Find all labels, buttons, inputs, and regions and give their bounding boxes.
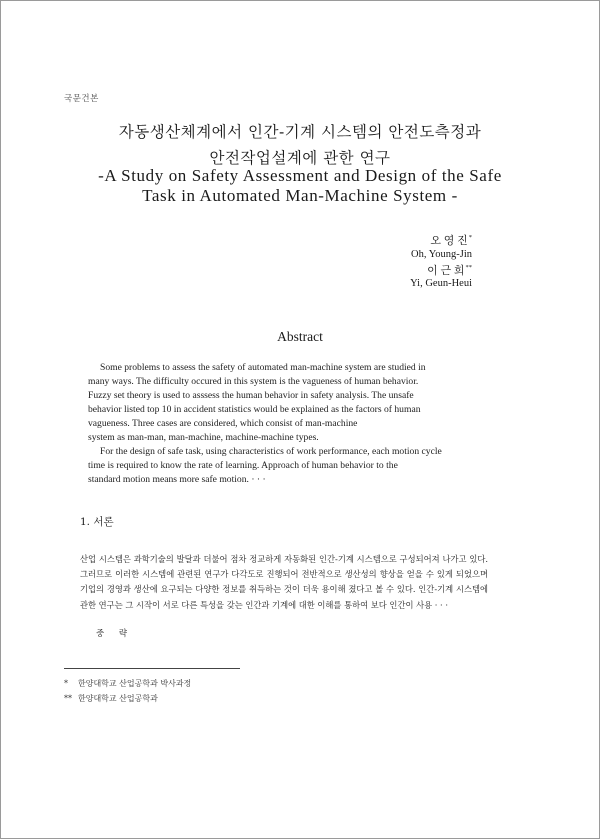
abstract-body (88, 361, 488, 487)
footnote-2-text: 한양대학교 산업공학과 (78, 694, 158, 703)
abstract-paragraph-2 (88, 445, 488, 487)
omission-marker: 중 략 (96, 629, 134, 639)
abstract-line: time is required to know the rate of learning. Approach of human behavior to the (88, 460, 398, 471)
section-1-heading: 1. 서론 (80, 516, 114, 528)
abstract-line: Some problems to assess the safety of automated man-machine system are studied in (100, 362, 426, 373)
footnote-1 (64, 678, 191, 689)
abstract-line: behavior listed top 10 in accident statistics would be explained as the factors of human (88, 404, 421, 415)
title-korean-line-1: 자동생산체계에서 인간-기계 시스템의 안전도측정과 (118, 123, 482, 141)
abstract-line: standard motion means more safe motion. · · · (88, 474, 266, 485)
author-2-korean: 이 근 희** (427, 264, 472, 277)
author-1-mark: * (468, 234, 472, 242)
author-1-korean: 오 영 진* (430, 234, 472, 247)
abstract-line: system as man-man, man-machine, machine-machine types. (88, 432, 319, 443)
footnote-2 (64, 693, 158, 704)
title-english-line-1: -A Study on Safety Assessment and Design of the Safe (98, 166, 502, 185)
title-english-line-2: Task in Automated Man-Machine System - (142, 186, 458, 205)
abstract-line: vagueness. Three cases are considered, which consist of man-machine (88, 418, 358, 429)
section-1-body: 산업 시스템은 과학기술의 발달과 더불어 점차 정교하게 자동화된 인간-기계 시스템으로 구성되어져 나가고 있다. 그러므로 이러한 시스템에 관련된 연구가 다각도로 진행되어 전반적으로 생산성의 향상을 얻을 수 있게 되었으며 기업의 경영과 생산에 요구되는 다양한 정보를 취득하는 것이 더욱 용이해 졌다고 볼 수 있다. 인간-기계 시스템에 관한 연구는 그 시작이 서로 다른 특성을 갖는 인간과 기계에 대한 이해를 통하여 보다 인간이 사용 · · · (80, 554, 488, 610)
footnote-divider (64, 668, 240, 669)
abstract-paragraph-1 (88, 361, 488, 445)
author-2-english: Yi, Geun-Heui (410, 278, 472, 289)
header-tag: 국문건본 (64, 94, 99, 104)
abstract-heading: Abstract (277, 329, 323, 344)
title-korean-line-2: 안전작업설계에 관한 연구 (209, 149, 391, 167)
author-2-mark: ** (465, 264, 472, 272)
footnote-1-text: 한양대학교 산업공학과 박사과정 (78, 679, 192, 688)
footnote-2-mark: ** (64, 694, 72, 703)
abstract-line: Fuzzy set theory is used to asssess the human behavior in safety analysis. The unsafe (88, 390, 414, 401)
author-1-english: Oh, Young-Jin (411, 249, 472, 260)
abstract-line: For the design of safe task, using characteristics of work performance, each motion cycle (100, 446, 442, 457)
abstract-line: many ways. The difficulty occured in this system is the vagueness of human behavior. (88, 376, 419, 387)
footnote-1-mark: * (64, 679, 68, 688)
